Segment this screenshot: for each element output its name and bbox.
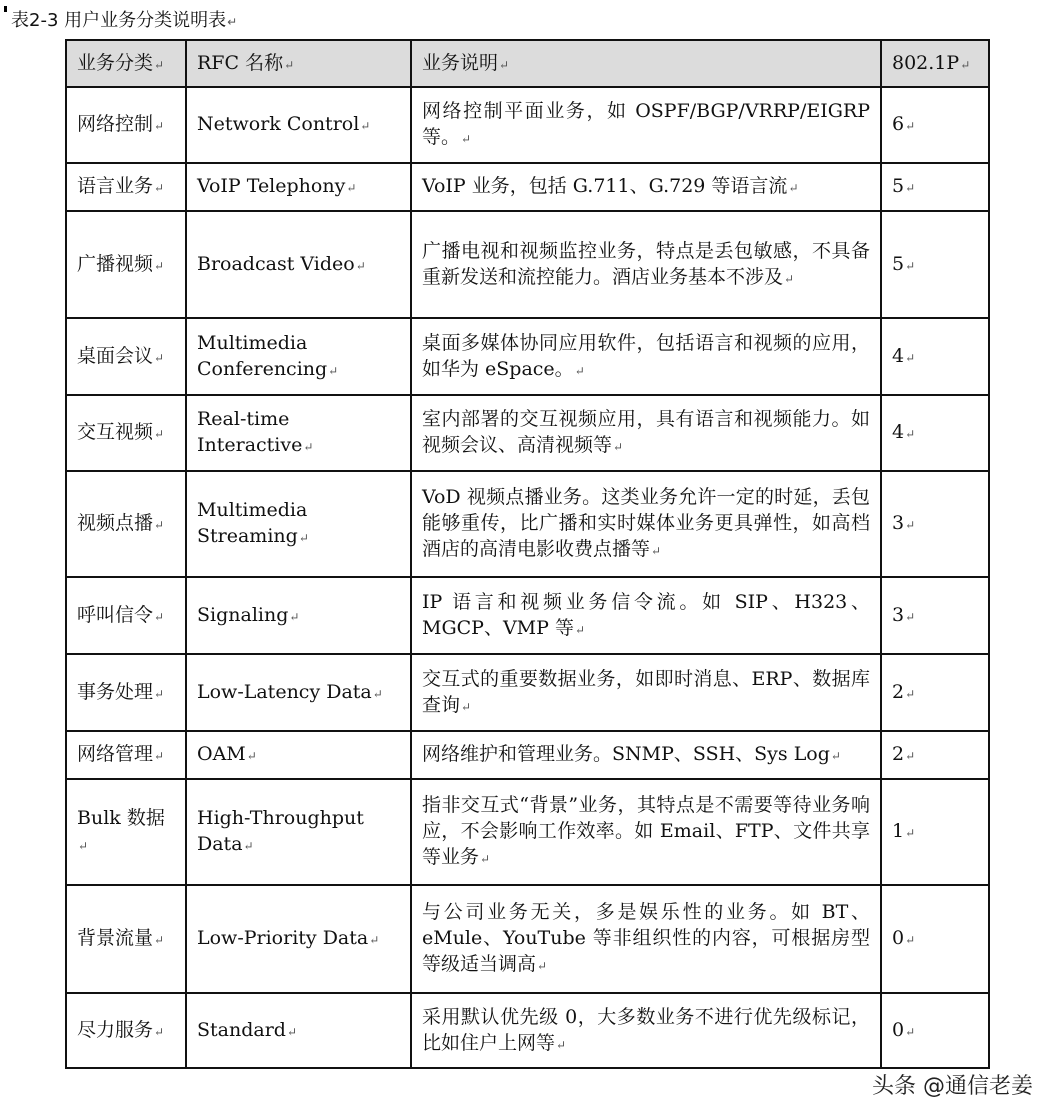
table-row [66, 318, 989, 395]
table-row [66, 654, 989, 731]
category-cell: 网络控制 ↵ [66, 87, 186, 163]
table-row [66, 395, 989, 471]
rfc-name-cell: Low-Latency Data ↵ [186, 654, 411, 731]
table-row [66, 731, 989, 779]
priority-8021p-cell: 2 ↵ [881, 654, 989, 731]
table-row [66, 471, 989, 577]
service-classification-table [65, 39, 990, 1069]
description-cell: 交互式的重要数据业务，如即时消息、ERP、数据库查询 ↵ [411, 654, 881, 731]
rfc-name-cell: Broadcast Video ↵ [186, 211, 411, 318]
rfc-name-cell: Standard ↵ [186, 993, 411, 1068]
rfc-name-cell: High-Throughput Data ↵ [186, 779, 411, 885]
description-cell: 网络维护和管理业务。SNMP、SSH、Sys Log ↵ [411, 731, 881, 779]
table-header-row [66, 40, 989, 87]
priority-8021p-cell: 5 ↵ [881, 163, 989, 211]
category-cell: 交互视频 ↵ [66, 395, 186, 471]
category-cell: 网络管理 ↵ [66, 731, 186, 779]
priority-8021p-cell: 2 ↵ [881, 731, 989, 779]
rfc-name-cell: Signaling ↵ [186, 577, 411, 654]
category-cell: 语言业务 ↵ [66, 163, 186, 211]
category-cell: 呼叫信令 ↵ [66, 577, 186, 654]
table-row [66, 87, 989, 163]
header-category: 业务分类 ↵ [66, 40, 186, 87]
rfc-name-cell: Low-Priority Data ↵ [186, 885, 411, 993]
header-description: 业务说明 ↵ [411, 40, 881, 87]
description-cell: 采用默认优先级 0，大多数业务不进行优先级标记，比如住户上网等 ↵ [411, 993, 881, 1068]
priority-8021p-cell: 0 ↵ [881, 885, 989, 993]
table-wrapper [65, 39, 1033, 1101]
rfc-name-cell: VoIP Telephony ↵ [186, 163, 411, 211]
rfc-name-cell: OAM ↵ [186, 731, 411, 779]
priority-8021p-cell: 3 ↵ [881, 471, 989, 577]
rfc-name-cell: Network Control ↵ [186, 87, 411, 163]
description-cell: 室内部署的交互视频应用，具有语言和视频能力。如视频会议、高清视频等 ↵ [411, 395, 881, 471]
rfc-name-cell: Multimedia Streaming ↵ [186, 471, 411, 577]
category-cell: 视频点播 ↵ [66, 471, 186, 577]
table-row [66, 885, 989, 993]
description-cell: 指非交互式“背景”业务，其特点是不需要等待业务响应，不会影响工作效率。如 Email、FTP、文件共享等业务 ↵ [411, 779, 881, 885]
priority-8021p-cell: 0 ↵ [881, 993, 989, 1068]
priority-8021p-cell: 4 ↵ [881, 318, 989, 395]
description-cell: 与公司业务无关，多是娱乐性的业务。如 BT、eMule、YouTube 等非组织性的内容，可根据房型等级适当调高 ↵ [411, 885, 881, 993]
table-row [66, 779, 989, 885]
description-cell: IP 语言和视频业务信令流。如 SIP、H323、MGCP、VMP 等 ↵ [411, 577, 881, 654]
description-cell: 广播电视和视频监控业务，特点是丢包敏感，不具备重新发送和流控能力。酒店业务基本不涉及 ↵ [411, 211, 881, 318]
table-row [66, 163, 989, 211]
priority-8021p-cell: 6 ↵ [881, 87, 989, 163]
description-cell: 桌面多媒体协同应用软件，包括语言和视频的应用，如华为 eSpace。 ↵ [411, 318, 881, 395]
description-cell: VoD 视频点播业务。这类业务允许一定的时延，丢包能够重传，比广播和实时媒体业务更具弹性，如高档酒店的高清电影收费点播等 ↵ [411, 471, 881, 577]
header-rfc-name: RFC 名称 ↵ [186, 40, 411, 87]
rfc-name-cell: Real-time Interactive ↵ [186, 395, 411, 471]
table-row [66, 577, 989, 654]
description-cell: 网络控制平面业务，如 OSPF/BGP/VRRP/EIGRP 等。 ↵ [411, 87, 881, 163]
priority-8021p-cell: 4 ↵ [881, 395, 989, 471]
header-8021p: 802.1P ↵ [881, 40, 989, 87]
priority-8021p-cell: 1 ↵ [881, 779, 989, 885]
priority-8021p-cell: 5 ↵ [881, 211, 989, 318]
table-row [66, 211, 989, 318]
watermark: 头条 @通信老姜 [872, 1074, 1033, 1099]
category-cell: 桌面会议 ↵ [66, 318, 186, 395]
category-cell: 背景流量 ↵ [66, 885, 186, 993]
description-cell: VoIP 业务，包括 G.711、G.729 等语言流 ↵ [411, 163, 881, 211]
category-cell: 事务处理 ↵ [66, 654, 186, 731]
category-cell: 广播视频 ↵ [66, 211, 186, 318]
priority-8021p-cell: 3 ↵ [881, 577, 989, 654]
rfc-name-cell: Multimedia Conferencing ↵ [186, 318, 411, 395]
category-cell: 尽力服务 ↵ [66, 993, 186, 1068]
table-caption: 表2-3 用户业务分类说明表 ↵ [4, 6, 237, 32]
category-cell: Bulk 数据 ↵ [66, 779, 186, 885]
table-row [66, 993, 989, 1068]
